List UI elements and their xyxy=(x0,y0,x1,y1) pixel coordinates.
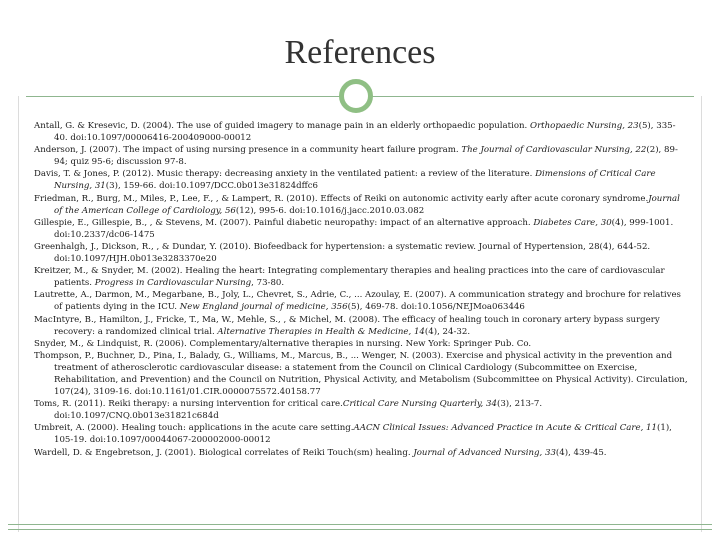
reference-entry: Kreitzer, M., & Snyder, M. (2002). Healing the heart: Integrating complementary therapies and healing practices into the care of cardiovascular patients. Progress in Cardiovascular Nursing, 73-80. xyxy=(34,266,665,289)
reference-entry: Thompson, P., Buchner, D., Pina, I., Balady, G., Williams, M., Marcus, B., ... Wenger, N. (2003). Exercise and physical activity in the prevention and treatment of atherosclerotic cardiovascular disease: a statement from the Council on Clinical Cardiology (Subcommittee on Exercise, Rehabilitation, and Prevention) and the Council on Nutrition, Physical Activity, and Metabolism (Subcommittee on Physical Activity). Circulation, 107(24), 3109-16. doi:10.1161/01.CIR.0000075572.40158.77 xyxy=(34,350,688,398)
reference-entry: Toms, R. (2011). Reiki therapy: a nursing intervention for critical care.Critical Care Nursing Quarterly, 34(3), 213-7. doi:10.1097/CNQ.0b013e31821c684d xyxy=(34,399,543,422)
ring-ornament-icon xyxy=(339,79,373,113)
footer-rule xyxy=(8,524,712,530)
reference-entry: Antall, G. & Kresevic, D. (2004). The use of guided imagery to manage pain in an elderly orthopaedic population. Orthopaedic Nursing, 23(5), 335-40. doi:10.1097/00006416-200409000-00012 xyxy=(34,121,676,144)
reference-entry: Gillespie, E., Gillespie, B., , & Stevens, M. (2007). Painful diabetic neuropathy: impact of an alternative approach. Diabetes Care, 30(4), 999-1001. doi:10.2337/dc06-1475 xyxy=(34,217,674,240)
reference-entry: Snyder, M., & Lindquist, R. (2006). Complementary/alternative therapies in nursing. New York: Springer Pub. Co. xyxy=(34,338,532,349)
slide-title: References xyxy=(284,34,436,71)
reference-entry: Friedman, R., Burg, M., Miles, P., Lee, F., , & Lampert, R. (2010). Effects of Reiki on autonomic activity early after acute coronary syndrome.Journal of the American College of Cardiology, 56(12), 995-6. doi:10.1016/j.jacc.2010.03.082 xyxy=(34,193,680,216)
reference-entry: MacIntyre, B., Hamilton, J., Fricke, T., Ma, W., Mehle, S., , & Michel, M. (2008). The efficacy of healing touch in coronary artery bypass surgery recovery: a randomized clinical trial. Alternative Therapies in Health & Medicine, 14(4), 24-32. xyxy=(34,314,660,337)
reference-entry: Umbreit, A. (2000). Healing touch: applications in the acute care setting.AACN Clinical Issues: Advanced Practice in Acute & Critical Care, 11(1), 105-19. doi:10.1097/00044067-200002000-00012 xyxy=(34,423,672,446)
reference-entry: Anderson, J. (2007). The impact of using nursing presence in a community heart failure program. The Journal of Cardiovascular Nursing, 22(2), 89-94; quiz 95-6; discussion 97-8. xyxy=(34,145,678,168)
reference-entry: Greenhalgh, J., Dickson, R., , & Dundar, Y. (2010). Biofeedback for hypertension: a systematic review. Journal of Hypertension, 28(4), 644-52. doi:10.1097/HJH.0b013e3283370e20 xyxy=(34,241,651,265)
reference-entry: Lautrette, A., Darmon, M., Megarbane, B., Joly, L., Chevret, S., Adrie, C., ... Azoulay, E. (2007). A communication strategy and brochure for relatives of patients dying in the ICU. New England journal of medicine, 356(5), 469-78. doi:10.1056/NEJMoa063446 xyxy=(34,290,681,313)
reference-entry: Davis, T. & Jones, P. (2012). Music therapy: decreasing anxiety in the ventilated patient: a review of the literature. Dimensions of Critical Care Nursing, 31(3), 159-66. doi:10.1097/DCC.0b013e31824dffc6 xyxy=(34,169,656,192)
reference-list xyxy=(34,120,688,459)
reference-entry: Wardell, D. & Engebretson, J. (2001). Biological correlates of Reiki Touch(sm) healing. Journal of Advanced Nursing, 33(4), 439-45. xyxy=(34,447,607,458)
